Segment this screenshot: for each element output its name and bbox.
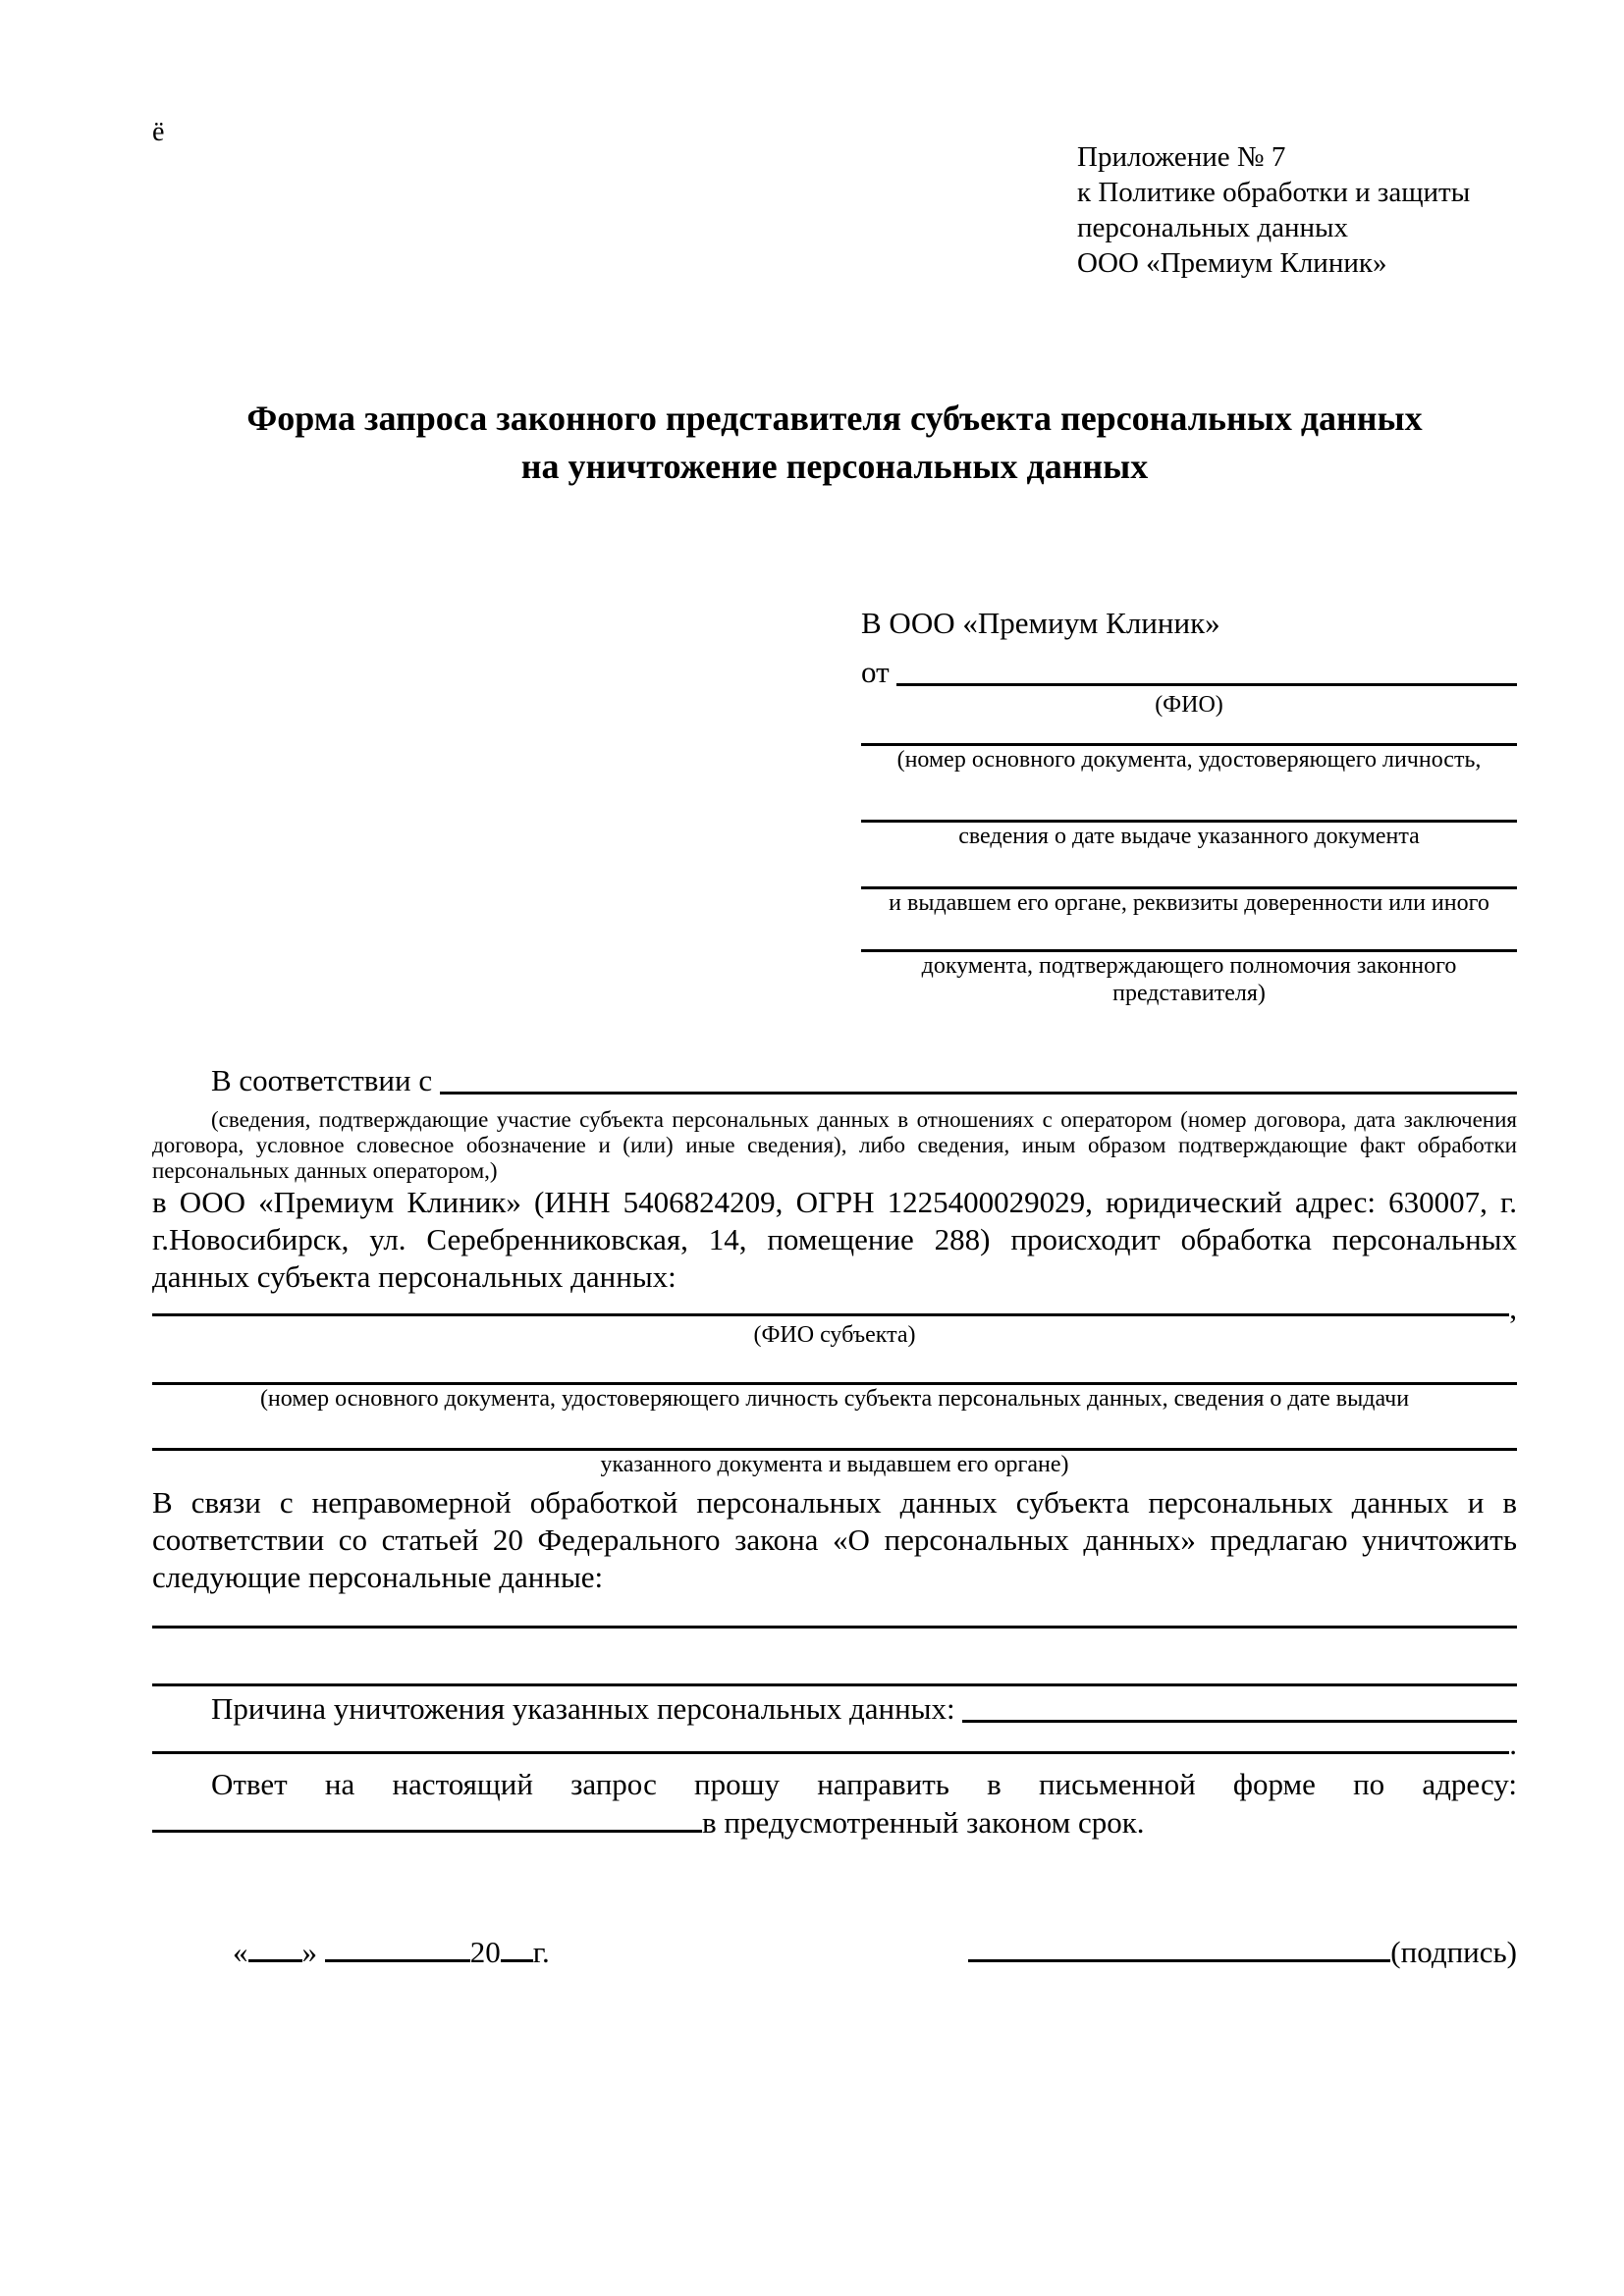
addressee-from-row (861, 654, 1517, 691)
from-label: от (861, 655, 897, 689)
issue-date-caption: сведения о дате выдаче указанного документа (958, 824, 1420, 849)
blank-line-subject-fio (152, 1296, 1509, 1316)
authority-document-caption: документа, подтверждающего полномочия законного представителя) (921, 953, 1457, 1006)
blank-line-document-number (861, 719, 1517, 746)
blank-line-data-1 (152, 1598, 1517, 1629)
issuing-authority-caption: и выдавшем его органе, реквизиты доверенности или иного (889, 890, 1489, 916)
blank-line-address (152, 1830, 702, 1833)
quote-close: » (301, 1935, 317, 1969)
accordance-label: В соответствии с (211, 1063, 440, 1097)
reply-text-1: Ответ на настоящий запрос прошу направить в письменной форме по адресу: (211, 1767, 1517, 1801)
annex-line: Приложение № 7 (1077, 141, 1286, 173)
fio-caption: (ФИО) (1155, 692, 1223, 718)
quote-open: « (233, 1935, 248, 1969)
blank-line-issue-date (861, 774, 1517, 823)
stray-char: ё (152, 117, 165, 147)
title-line-2: на уничтожение персональных данных (520, 447, 1149, 486)
blank-line-authority-document (861, 917, 1517, 952)
blank-line-data-2 (152, 1629, 1517, 1686)
reply-paragraph (152, 1765, 1517, 1842)
annex-block (1077, 139, 1517, 281)
blank-line-subject-document (152, 1355, 1517, 1385)
annex-line: ООО «Премиум Клиник» (1077, 247, 1387, 279)
blank-line-accordance (440, 1062, 1517, 1095)
date-field (233, 1934, 550, 1971)
year-prefix: 20 (469, 1935, 501, 1969)
document-number-caption: (номер основного документа, удостоверяющего личность, (896, 747, 1482, 773)
blank-line-reason-2 (152, 1730, 1509, 1754)
addressee-to-line: В ООО «Премиум Клиник» (861, 606, 1220, 640)
reason-row (152, 1690, 1517, 1728)
blank-line-subject-document-2 (152, 1420, 1517, 1451)
subject-document-caption-1: (номер основного документа, удостоверяющего личность субъекта персональных данных, сведения о дате выдачи (259, 1386, 1410, 1412)
subject-fio-row (152, 1291, 1517, 1325)
annex-line: персональных данных (1077, 212, 1349, 243)
signature-caption: (подпись) (1390, 1935, 1517, 1969)
blank-day (248, 1959, 302, 1962)
period: . (1509, 1727, 1517, 1761)
reason-label: Причина уничтожения указанных персональных данных: (211, 1691, 963, 1726)
accordance-row (152, 1062, 1517, 1099)
blank-month (325, 1959, 470, 1962)
blank-signature (968, 1959, 1390, 1962)
title-line-1: Форма запроса законного представителя субъекта персональных данных (246, 399, 1423, 438)
request-paragraph: В связи с неправомерной обработкой персональных данных субъекта персональных данных и в соответствии со статьей 20 Федерального закона «О персональных данных» предлагаю уничтожить следующие персональные данные: (152, 1485, 1517, 1594)
document-title (152, 395, 1517, 491)
footer-row (152, 1934, 1517, 1971)
blank-line-fio (896, 654, 1517, 686)
top-row (152, 116, 1517, 281)
accordance-note: (сведения, подтверждающие участие субъекта персональных данных в отношениях с оператором (номер договора, дата заключения договора, условное словесное обозначение и (или) иные сведения), либо сведения, иным образом подтверждающие факт обработки персональных данных оператором,) (152, 1107, 1517, 1183)
trailing-comma: , (1509, 1291, 1517, 1325)
blank-year (501, 1959, 533, 1962)
blank-line-reason (962, 1690, 1517, 1723)
reason-continuation-row (152, 1727, 1517, 1761)
operator-paragraph: в ООО «Премиум Клиник» (ИНН 5406824209, ОГРН 1225400029029, юридический адрес: 630007, г. г.Новосибирск, ул. Серебренниковская, 14, помещение 288) происходит обработка персональных данных субъекта персональных данных: (152, 1185, 1517, 1294)
document-content (152, 0, 1517, 1971)
addressee-block (861, 605, 1517, 1007)
blank-line-issuing-authority (861, 850, 1517, 889)
signature-field (968, 1934, 1517, 1971)
reply-text-2: в предусмотренный законом срок. (702, 1805, 1145, 1840)
annex-line: к Политике обработки и защиты (1077, 177, 1471, 208)
subject-document-caption-2: указанного документа и выдавшем его органе) (600, 1452, 1069, 1477)
subject-fio-caption: (ФИО субъекта) (753, 1322, 916, 1348)
year-suffix: г. (532, 1935, 550, 1969)
